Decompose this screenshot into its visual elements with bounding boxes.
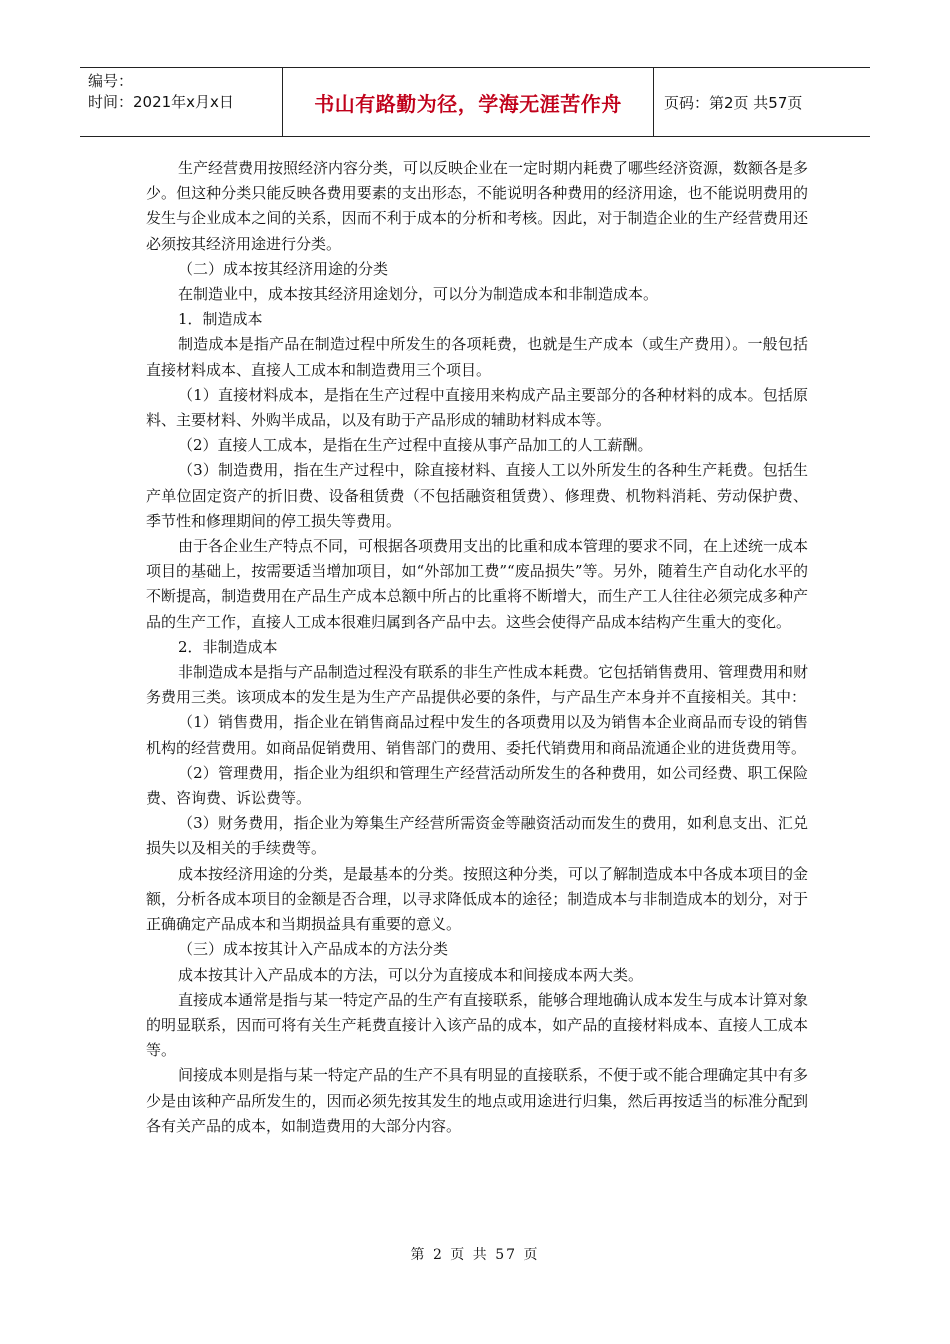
paragraph: （1）直接材料成本，是指在生产过程中直接用来构成产品主要部分的各种材料的成本。包括原料、主要材料、外购半成品，以及有助于产品形成的辅助材料成本等。 — [146, 385, 808, 430]
paragraph: 制造成本是指产品在制造过程中所发生的各项耗费，也就是生产成本（或生产费用）。一般包括直接材料成本、直接人工成本和制造费用三个项目。 — [146, 335, 808, 379]
page-footer: 第 2 页 共 57 页 — [410, 1247, 540, 1263]
paragraph: （3）财务费用，指企业为筹集生产经营所需资金等融资活动而发生的费用，如利息支出、汇兑损失以及相关的手续费等。 — [146, 814, 808, 858]
header-meta — [80, 68, 283, 136]
paragraph: 直接成本通常是指与某一特定产品的生产有直接联系，能够合理地确认成本发生与成本计算对象的明显联系，因而可将有关生产耗费直接计入该产品的成本，如产品的直接材料成本、直接人工成本等。 — [146, 990, 809, 1060]
section-heading: （二）成本按其经济用途的分类 — [178, 259, 389, 278]
subsection-heading: 1．制造成本 — [178, 310, 263, 329]
header-motto: 书山有路勤为径，学海无涯苦作舟 — [283, 68, 654, 136]
page-header — [80, 67, 870, 137]
subsection-heading: 2．非制造成本 — [178, 637, 278, 656]
paragraph: 在制造业中，成本按其经济用途划分，可以分为制造成本和非制造成本。 — [178, 285, 659, 304]
document-body — [146, 156, 808, 1139]
paragraph: （2）管理费用，指企业为组织和管理生产经营活动所发生的各种费用，如公司经费、职工保险费、咨询费、诉讼费等。 — [146, 763, 808, 808]
time-label: 时间：2021年x月x日 — [88, 93, 234, 111]
paragraph: 非制造成本是指与产品制造过程没有联系的非生产性成本耗费。它包括销售费用、管理费用和财务费用三类。该项成本的发生是为生产产品提供必要的条件，与产品生产本身并不直接相关。其中： — [146, 663, 809, 707]
paragraph: 生产经营费用按照经济内容分类，可以反映企业在一定时期内耗费了哪些经济资源，数额各是多少。但这种分类只能反映各费用要素的支出形态，不能说明各种费用的经济用途，也不能说明费用的发生与企业成本之间的关系，因而不利于成本的分析和考核。因此，对于制造企业的生产经营费用还必须按其经济用途进行分类。 — [146, 159, 809, 253]
paragraph: 间接成本则是指与某一特定产品的生产不具有明显的直接联系，不便于或不能合理确定其中有多少是由该种产品所发生的，因而必须先按其发生的地点或用途进行归集，然后再按适当的标准分配到各有关产品的成本，如制造费用的大部分内容。 — [146, 1066, 809, 1135]
code-label: 编号： — [88, 72, 134, 90]
paragraph: 由于各企业生产特点不同，可根据各项费用支出的比重和成本管理的要求不同，在上述统一成本项目的基础上，按需要适当增加项目，如“外部加工费”“废品损失”等。另外，随着生产自动化水平的不断提高，制造费用在产品生产成本总额中所占的比重将不断增大，而生产工人往往必须完成多种产品的生产工作，直接人工成本很难归属到各产品中去。这些会使得产品成本结构产生重大的变化。 — [146, 537, 809, 631]
paragraph: 成本按其计入产品成本的方法，可以分为直接成本和间接成本两大类。 — [178, 965, 644, 984]
paragraph: （2）直接人工成本，是指在生产过程中直接从事产品加工的人工薪酬。 — [178, 436, 653, 455]
paragraph: 成本按经济用途的分类，是最基本的分类。按照这种分类，可以了解制造成本中各成本项目的金额，分析各成本项目的金额是否合理，以寻求降低成本的途径；制造成本与非制造成本的划分，对于正确确定产品成本和当期损益具有重要的意义。 — [146, 864, 809, 934]
paragraph: （1）销售费用，指企业在销售商品过程中发生的各项费用以及为销售本企业商品而专设的销售机构的经营费用。如商品促销费用、销售部门的费用、委托代销费用和商品流通企业的进货费用等。 — [146, 713, 808, 757]
header-page-info: 页码：第2页 共57页 — [664, 93, 803, 112]
section-heading: （三）成本按其计入产品成本的方法分类 — [178, 940, 449, 959]
paragraph: （3）制造费用，指在生产过程中，除直接材料、直接人工以外所发生的各种生产耗费。包括生产单位固定资产的折旧费、设备租赁费（不包括融资租赁费）、修理费、机物料消耗、劳动保护费、季节性和修理期间的停工损失等费用。 — [146, 461, 808, 530]
